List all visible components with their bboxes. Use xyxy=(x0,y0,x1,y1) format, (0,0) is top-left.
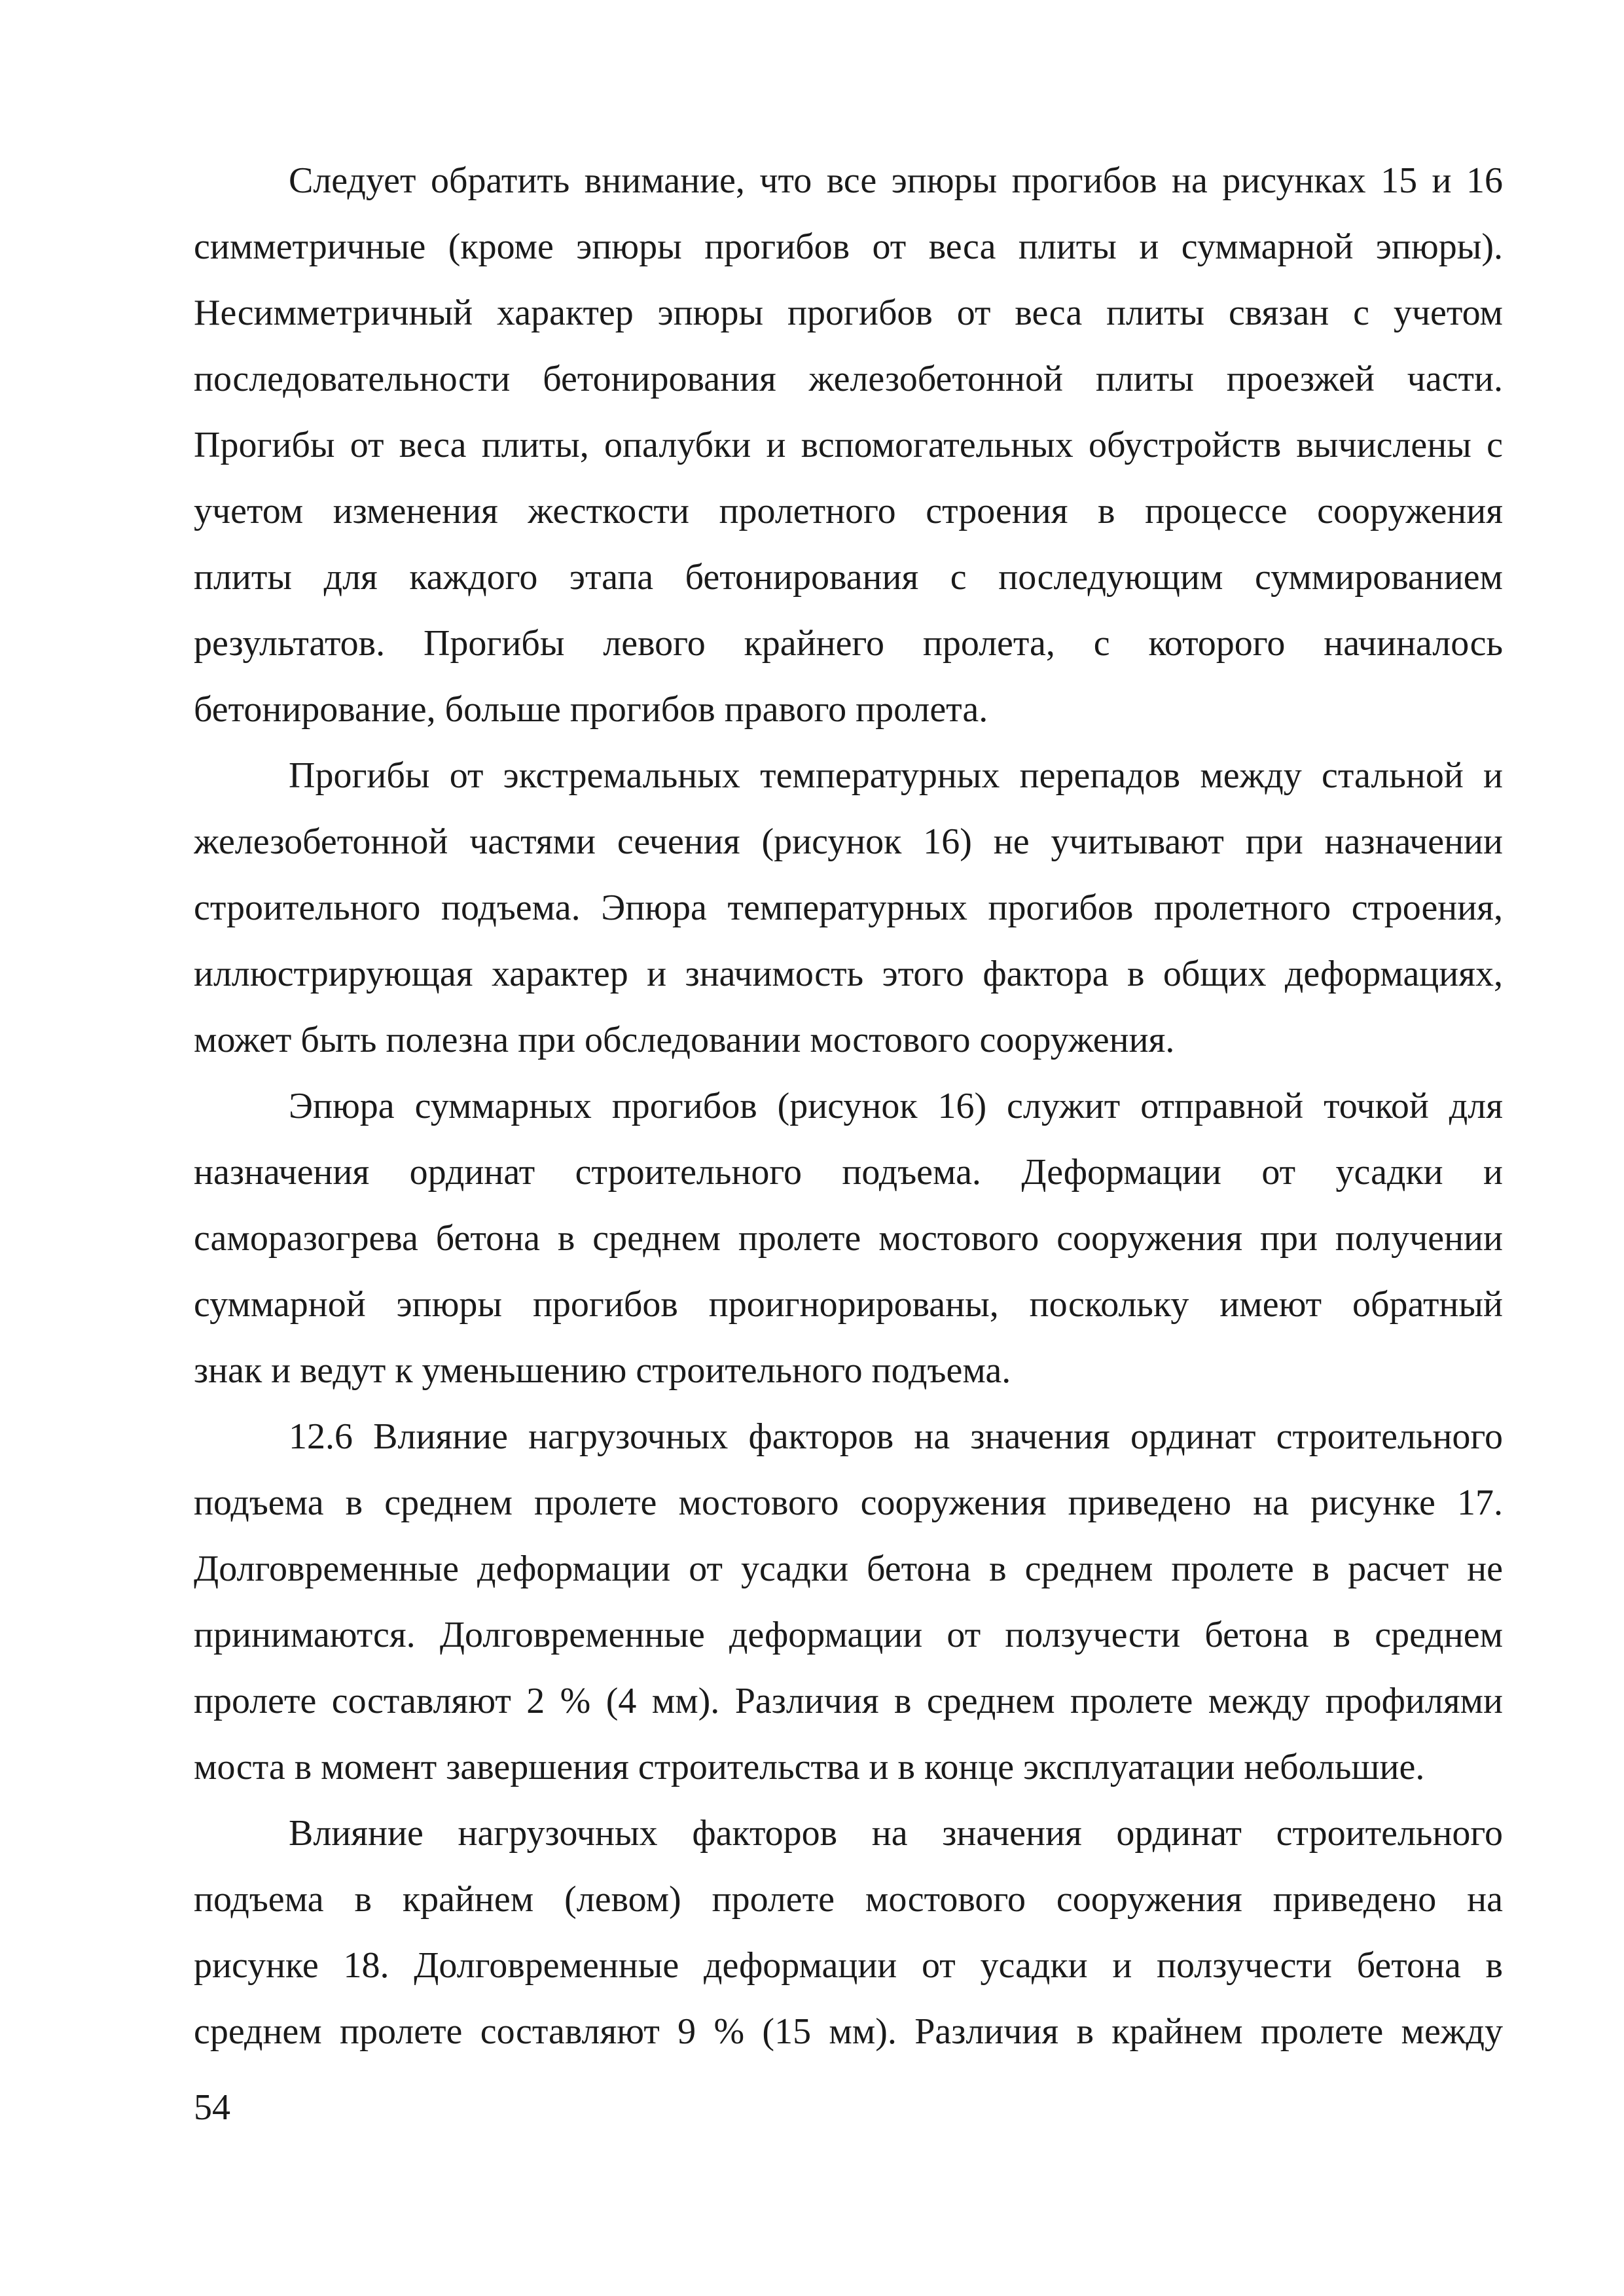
paragraph-4 xyxy=(194,1404,1503,1801)
text-line: может быть полезна при обследовании мостового сооружения. xyxy=(194,1020,1175,1060)
text-line: железобетонной частями сечения (рисунок 16) не учитывают при назначении xyxy=(194,821,1503,862)
text-line: Прогибы от веса плиты, опалубки и вспомогательных обустройств вычислены с xyxy=(194,425,1503,465)
text-line: Несимметричный характер эпюры прогибов от веса плиты связан с учетом xyxy=(194,293,1503,333)
text-line: плиты для каждого этапа бетонирования с последующим суммированием xyxy=(194,557,1503,598)
text-line: пролете составляют 2 % (4 мм). Различия в среднем пролете между профилями xyxy=(194,1681,1503,1721)
text-line: Долговременные деформации от усадки бетона в среднем пролете в расчет не xyxy=(194,1549,1503,1589)
text-line: Следует обратить внимание, что все эпюры прогибов на рисунках 15 и 16 xyxy=(289,160,1503,201)
text-line: бетонирование, больше прогибов правого пролета. xyxy=(194,689,988,730)
text-line: среднем пролете составляют 9 % (15 мм). Различия в крайнем пролете между xyxy=(194,2011,1503,2052)
text-line: Прогибы от экстремальных температурных перепадов между стальной и xyxy=(289,755,1503,796)
text-line: Влияние нагрузочных факторов на значения ординат строительного xyxy=(289,1813,1503,1854)
text-line: иллюстрирующая характер и значимость этого фактора в общих деформациях, xyxy=(194,954,1503,994)
text-line: подъема в крайнем (левом) пролете мостового сооружения приведено на xyxy=(194,1879,1503,1920)
text-line: принимаются. Долговременные деформации от ползучести бетона в среднем xyxy=(194,1615,1503,1655)
paragraph-2 xyxy=(194,743,1503,1073)
text-line: результатов. Прогибы левого крайнего пролета, с которого начиналось xyxy=(194,623,1503,664)
page-number: 54 xyxy=(194,2087,230,2128)
paragraph-1 xyxy=(194,148,1503,743)
text-line: саморазогрева бетона в среднем пролете мостового сооружения при получении xyxy=(194,1218,1503,1259)
text-line: знак и ведут к уменьшению строительного подъема. xyxy=(194,1350,1011,1391)
text-line: 12.6 Влияние нагрузочных факторов на значения ординат строительного xyxy=(289,1416,1503,1457)
text-line: симметричные (кроме эпюры прогибов от веса плиты и суммарной эпюры). xyxy=(194,226,1503,267)
paragraph-5 xyxy=(194,1801,1503,2065)
text-line: назначения ординат строительного подъема. Деформации от усадки и xyxy=(194,1152,1503,1193)
text-line: рисунке 18. Долговременные деформации от усадки и ползучести бетона в xyxy=(194,1945,1503,1986)
text-line: моста в момент завершения строительства и в конце эксплуатации небольшие. xyxy=(194,1747,1425,1787)
text-line: суммарной эпюры прогибов проигнорированы, поскольку имеют обратный xyxy=(194,1284,1503,1325)
paragraph-3 xyxy=(194,1073,1503,1404)
document-body xyxy=(194,148,1503,2065)
text-line: учетом изменения жесткости пролетного строения в процессе сооружения xyxy=(194,491,1503,531)
text-line: строительного подъема. Эпюра температурных прогибов пролетного строения, xyxy=(194,888,1503,928)
text-line: подъема в среднем пролете мостового сооружения приведено на рисунке 17. xyxy=(194,1482,1503,1523)
text-line: последовательности бетонирования железобетонной плиты проезжей части. xyxy=(194,359,1503,399)
text-line: Эпюра суммарных прогибов (рисунок 16) служит отправной точкой для xyxy=(289,1086,1503,1126)
